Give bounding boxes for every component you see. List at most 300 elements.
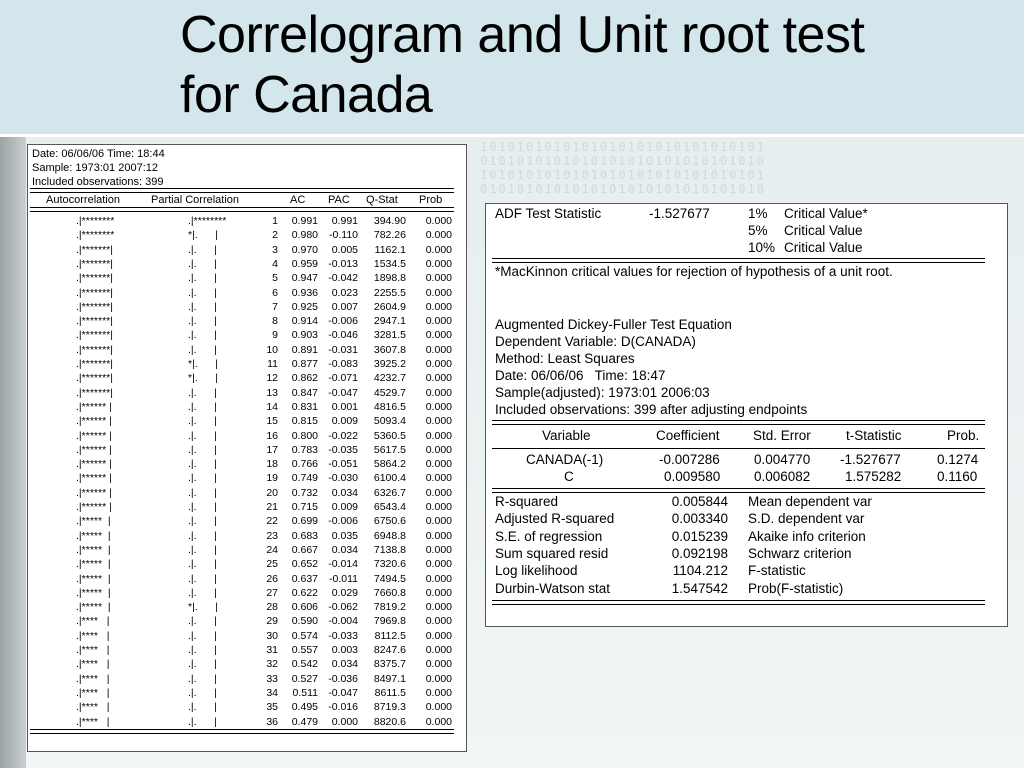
q-stat-value: 4232.7 [373, 372, 406, 385]
adf-rule-3 [492, 448, 985, 449]
col-prob: Prob. [947, 428, 980, 443]
ac-value: 0.667 [291, 543, 318, 556]
partial-correlation-bar: .|. | [188, 300, 217, 313]
pac-value: -0.011 [329, 572, 358, 585]
header-autocorrelation: Autocorrelation [46, 194, 120, 206]
q-stat-value: 7138.8 [373, 543, 406, 556]
prob-value: 0.000 [425, 629, 452, 642]
prob-value: 0.000 [425, 458, 452, 471]
ac-value: 0.766 [291, 458, 318, 471]
pac-value: -0.031 [328, 343, 358, 356]
row2-prob: 0.1160 [937, 469, 978, 484]
lag: 32 [266, 658, 278, 671]
prob-value: 0.000 [425, 272, 452, 285]
adf-sample: Sample(adjusted): 1973:01 2006:03 [495, 385, 710, 400]
pac-value: 0.001 [331, 400, 358, 413]
ac-value: 0.800 [291, 429, 318, 442]
col-std-error: Std. Error [753, 428, 811, 443]
ac-value: 0.527 [291, 672, 318, 685]
q-stat-value: 7660.8 [373, 586, 406, 599]
autocorrelation-bar: .|****** | [76, 486, 112, 499]
lag: 28 [266, 601, 278, 614]
autocorrelation-bar: .|**** | [76, 658, 110, 671]
stat-right-label: Schwarz criterion [748, 545, 852, 561]
lag: 33 [266, 672, 278, 685]
prob-value: 0.000 [425, 286, 452, 299]
prob-value: 0.000 [425, 315, 452, 328]
pac-value: -0.046 [328, 329, 358, 342]
stat-name: Sum squared resid [495, 545, 609, 561]
prob-value: 0.000 [425, 558, 452, 571]
q-stat-value: 5617.5 [373, 443, 406, 456]
ac-value: 0.925 [291, 300, 318, 313]
pac-value: 0.005 [331, 243, 358, 256]
prob-value: 0.000 [425, 529, 452, 542]
ac-value: 0.479 [291, 715, 318, 728]
q-stat-value: 2255.5 [373, 286, 406, 299]
partial-correlation-bar: .|. | [188, 243, 217, 256]
partial-correlation-bar: .|. | [188, 443, 217, 456]
autocorrelation-bar: .|***** | [76, 558, 111, 571]
ac-value: 0.847 [291, 386, 318, 399]
partial-correlation-bar: .|. | [188, 272, 217, 285]
partial-correlation-bar: .|. | [188, 329, 217, 342]
row2-variable: C [564, 469, 574, 484]
pac-value: 0.034 [331, 486, 358, 499]
correlogram-observations: Included observations: 399 [32, 176, 164, 188]
lag: 18 [266, 458, 278, 471]
correlogram-sample: Sample: 1973:01 2007:12 [32, 162, 158, 174]
header-top-rule [30, 188, 454, 193]
autocorrelation-bar: .|***** | [76, 543, 111, 556]
title-divider [0, 134, 1024, 137]
slide-title [180, 5, 1000, 125]
q-stat-value: 7494.5 [373, 572, 406, 585]
ac-value: 0.715 [291, 501, 318, 513]
adf-equation-title: Augmented Dickey-Fuller Test Equation [495, 317, 732, 332]
pac-value: 0.009 [331, 415, 358, 428]
crit-label-1: Critical Value* [784, 206, 868, 221]
autocorrelation-bar: .|**** | [76, 686, 110, 699]
q-stat-value: 1162.1 [374, 243, 406, 256]
adf-stat-value: -1.527677 [649, 206, 710, 221]
ac-value: 0.637 [291, 572, 318, 585]
prob-value: 0.000 [425, 615, 452, 628]
lag: 21 [266, 501, 278, 513]
prob-value: 0.000 [425, 501, 452, 513]
pac-value: -0.110 [329, 229, 358, 242]
prob-value: 0.000 [425, 372, 452, 385]
autocorrelation-bar: .|****** | [76, 443, 112, 456]
adf-rule-5 [492, 600, 985, 605]
stat-name: S.E. of regression [495, 528, 603, 544]
q-stat-value: 6100.4 [373, 472, 406, 485]
ac-value: 0.991 [291, 215, 318, 227]
lag: 2 [272, 229, 278, 242]
partial-correlation-bar: .|. | [188, 701, 217, 714]
prob-value: 0.000 [425, 715, 452, 728]
autocorrelation-bar: .|*******| [76, 300, 113, 313]
prob-value: 0.000 [425, 358, 452, 370]
row2-std-error: 0.006082 [754, 469, 811, 484]
lag: 11 [267, 358, 278, 370]
lag: 16 [266, 429, 278, 442]
prob-value: 0.000 [425, 343, 452, 356]
q-stat-value: 6750.6 [373, 515, 406, 528]
partial-correlation-bar: .|. | [188, 543, 217, 556]
autocorrelation-bar: .|***** | [76, 601, 111, 614]
partial-correlation-bar: .|. | [188, 429, 217, 442]
partial-correlation-bar: .|. | [188, 257, 217, 270]
prob-value: 0.000 [425, 543, 452, 556]
autocorrelation-bar: .|*******| [76, 286, 113, 299]
partial-correlation-bar: .|. | [188, 586, 217, 599]
stat-value: 0.015239 [671, 528, 728, 544]
autocorrelation-bar: .|*******| [76, 272, 113, 285]
autocorrelation-bar: .|**** | [76, 644, 110, 656]
prob-value: 0.000 [425, 486, 452, 499]
stat-name: Log likelihood [495, 563, 578, 579]
pac-value: -0.035 [328, 443, 358, 456]
pac-value: 0.003 [331, 644, 358, 656]
pac-value: -0.071 [328, 372, 358, 385]
lag: 36 [266, 715, 278, 728]
q-stat-value: 3281.5 [373, 329, 406, 342]
pac-value: -0.047 [328, 686, 358, 699]
pac-value: 0.023 [331, 286, 358, 299]
prob-value: 0.000 [425, 257, 452, 270]
partial-correlation-bar: .|. | [188, 644, 217, 656]
partial-correlation-bar: .|. | [188, 415, 217, 428]
autocorrelation-bar: .|******** [76, 215, 115, 227]
pac-value: -0.051 [328, 458, 358, 471]
q-stat-value: 8719.3 [373, 701, 406, 714]
lag: 30 [266, 629, 278, 642]
autocorrelation-bar: .|****** | [76, 415, 112, 428]
ac-value: 0.495 [291, 701, 318, 714]
autocorrelation-bar: .|**** | [76, 629, 110, 642]
left-decorative-shade [0, 137, 26, 768]
prob-value: 0.000 [425, 515, 452, 528]
prob-value: 0.000 [425, 415, 452, 428]
header-q-stat: Q-Stat [366, 194, 398, 206]
header-pac: PAC [328, 194, 350, 206]
q-stat-value: 8375.7 [373, 658, 406, 671]
q-stat-value: 2604.9 [373, 300, 406, 313]
pac-value: -0.047 [328, 386, 358, 399]
partial-correlation-bar: .|. | [188, 715, 217, 728]
stat-value: 0.092198 [671, 545, 728, 561]
pac-value: -0.033 [328, 629, 358, 642]
autocorrelation-bar: .|*******| [76, 257, 113, 270]
autocorrelation-bar: .|**** | [76, 615, 110, 628]
correlogram-panel [27, 144, 467, 752]
row1-t-statistic: -1.527677 [840, 452, 901, 467]
pac-value: -0.006 [328, 515, 358, 528]
lag: 27 [266, 586, 278, 599]
slide-title-line1: Correlogram and Unit root test [180, 6, 865, 64]
q-stat-value: 7969.8 [373, 615, 406, 628]
q-stat-value: 5864.2 [373, 458, 406, 471]
mackinnon-note: *MacKinnon critical values for rejection of hypothesis of a unit root. [495, 264, 893, 279]
pac-value: -0.022 [328, 429, 358, 442]
adf-rule-1 [492, 258, 985, 263]
pac-value: -0.013 [328, 257, 358, 270]
crit-pct-5: 5% [748, 223, 768, 238]
adf-stat-label: ADF Test Statistic [495, 206, 602, 221]
q-stat-value: 8497.1 [373, 672, 406, 685]
partial-correlation-bar: .|. | [188, 672, 217, 685]
lag: 20 [266, 486, 278, 499]
lag: 6 [272, 286, 278, 299]
pac-value: 0.000 [331, 715, 358, 728]
lag: 29 [266, 615, 278, 628]
ac-value: 0.511 [292, 686, 318, 699]
q-stat-value: 4529.7 [373, 386, 406, 399]
ac-value: 0.914 [291, 315, 318, 328]
q-stat-value: 8247.6 [373, 644, 406, 656]
prob-value: 0.000 [425, 701, 452, 714]
col-variable: Variable [542, 428, 591, 443]
ac-value: 0.970 [291, 243, 318, 256]
partial-correlation-bar: .|. | [188, 615, 217, 628]
ac-value: 0.606 [291, 601, 318, 614]
q-stat-value: 8611.5 [374, 686, 406, 699]
autocorrelation-bar: .|*******| [76, 358, 113, 370]
partial-correlation-bar: .|. | [188, 515, 217, 528]
q-stat-value: 6543.4 [373, 501, 406, 513]
stat-right-label: Akaike info criterion [748, 528, 866, 544]
pac-value: -0.006 [328, 315, 358, 328]
stat-name: R-squared [495, 494, 559, 509]
partial-correlation-bar: .|. | [188, 458, 217, 471]
partial-correlation-bar: *|. | [188, 372, 218, 385]
q-stat-value: 782.26 [373, 229, 406, 242]
partial-correlation-bar: .|. | [188, 386, 217, 399]
prob-value: 0.000 [425, 300, 452, 313]
pac-value: -0.014 [328, 558, 358, 571]
autocorrelation-bar: .|****** | [76, 458, 112, 471]
row1-variable: CANADA(-1) [526, 452, 604, 467]
header-prob: Prob [419, 194, 443, 206]
autocorrelation-bar: .|*******| [76, 243, 113, 256]
q-stat-value: 394.90 [373, 215, 406, 227]
ac-value: 0.542 [291, 658, 318, 671]
lag: 23 [266, 529, 278, 542]
adf-panel [485, 203, 1008, 627]
lag: 8 [272, 315, 278, 328]
autocorrelation-bar: .|*******| [76, 315, 113, 328]
q-stat-value: 5360.5 [373, 429, 406, 442]
partial-correlation-bar: .|. | [188, 658, 217, 671]
pac-value: -0.016 [328, 701, 358, 714]
ac-value: 0.815 [291, 415, 318, 428]
partial-correlation-bar: .|. | [188, 286, 217, 299]
autocorrelation-bar: .|**** | [76, 715, 110, 728]
q-stat-value: 4816.5 [373, 400, 406, 413]
autocorrelation-bar: .|**** | [76, 672, 110, 685]
lag: 35 [266, 701, 278, 714]
prob-value: 0.000 [425, 686, 452, 699]
partial-correlation-bar: .|. | [188, 558, 217, 571]
ac-value: 0.980 [291, 229, 318, 242]
pac-value: 0.007 [331, 300, 358, 313]
adf-rule-2 [492, 420, 985, 425]
pac-value: -0.036 [328, 672, 358, 685]
lag: 5 [272, 272, 278, 285]
lag: 25 [266, 558, 278, 571]
q-stat-value: 2947.1 [373, 315, 406, 328]
col-t-statistic: t-Statistic [846, 428, 902, 443]
ac-value: 0.574 [291, 629, 318, 642]
stat-value: 0.003340 [671, 511, 728, 527]
partial-correlation-bar: .|. | [188, 343, 217, 356]
partial-correlation-bar: .|. | [188, 686, 217, 699]
autocorrelation-bar: .|*******| [76, 386, 113, 399]
prob-value: 0.000 [425, 386, 452, 399]
stat-name: Adjusted R-squared [495, 511, 615, 527]
q-stat-value: 8820.6 [373, 715, 406, 728]
prob-value: 0.000 [425, 658, 452, 671]
dependent-variable: Dependent Variable: D(CANADA) [495, 334, 696, 349]
pac-value: 0.035 [331, 529, 358, 542]
crit-label-10: Critical Value [784, 240, 863, 255]
q-stat-value: 7819.2 [373, 601, 406, 614]
q-stat-value: 5093.4 [373, 415, 406, 428]
lag: 17 [266, 443, 278, 456]
partial-correlation-bar: .|. | [188, 400, 217, 413]
adf-observations: Included observations: 399 after adjusting endpoints [495, 402, 808, 417]
stat-right-label: Prob(F-statistic) [748, 580, 844, 596]
lag: 7 [272, 300, 278, 313]
autocorrelation-bar: .|***** | [76, 529, 111, 542]
lag: 4 [272, 257, 278, 270]
pac-value: 0.991 [331, 215, 358, 227]
lag: 26 [266, 572, 278, 585]
pac-value: 0.009 [331, 501, 358, 513]
prob-value: 0.000 [425, 329, 452, 342]
correlogram-date: Date: 06/06/06 Time: 18:44 [32, 148, 165, 160]
autocorrelation-bar: .|****** | [76, 429, 112, 442]
prob-value: 0.000 [425, 243, 452, 256]
table-bottom-rule [30, 729, 454, 734]
prob-value: 0.000 [425, 229, 452, 242]
row2-coefficient: 0.009580 [664, 469, 721, 484]
lag: 10 [266, 343, 278, 356]
ac-value: 0.622 [291, 586, 318, 599]
prob-value: 0.000 [425, 400, 452, 413]
ac-value: 0.652 [291, 558, 318, 571]
partial-correlation-bar: .|. | [188, 472, 217, 485]
lag: 12 [266, 372, 278, 385]
q-stat-value: 1534.5 [373, 257, 406, 270]
q-stat-value: 1898.8 [373, 272, 406, 285]
q-stat-value: 7320.6 [373, 558, 406, 571]
prob-value: 0.000 [425, 472, 452, 485]
q-stat-value: 6326.7 [373, 486, 406, 499]
partial-correlation-bar: *|. | [188, 601, 218, 614]
row2-t-statistic: 1.575282 [845, 469, 902, 484]
pac-value: 0.034 [331, 543, 358, 556]
ac-value: 0.557 [291, 644, 318, 656]
ac-value: 0.732 [291, 486, 318, 499]
lag: 15 [266, 415, 278, 428]
autocorrelation-bar: .|*******| [76, 343, 113, 356]
q-stat-value: 8112.5 [374, 629, 406, 642]
lag: 22 [266, 515, 278, 528]
ac-value: 0.959 [291, 257, 318, 270]
row1-coefficient: -0.007286 [659, 452, 720, 467]
ac-value: 0.783 [291, 443, 318, 456]
ac-value: 0.891 [291, 343, 318, 356]
partial-correlation-bar: .|. | [188, 486, 217, 499]
ac-value: 0.683 [291, 529, 318, 542]
partial-correlation-bar: .|. | [188, 501, 217, 513]
partial-correlation-bar: *|. | [188, 358, 218, 370]
pac-value: -0.062 [328, 601, 358, 614]
crit-label-5: Critical Value [784, 223, 863, 238]
lag: 13 [266, 386, 278, 399]
partial-correlation-bar: .|. | [188, 572, 217, 585]
prob-value: 0.000 [425, 443, 452, 456]
row1-prob: 0.1274 [937, 452, 979, 467]
crit-pct-10: 10% [748, 240, 776, 255]
binary-decoration: 1010101010101010101010101010101 0101010101010101010101010101010 1010101010101010101010101010101 0101010101010101010101010101010 [480, 140, 766, 196]
lag: 34 [266, 686, 278, 699]
correlogram-meta [32, 147, 165, 189]
ac-value: 0.590 [291, 615, 318, 628]
partial-correlation-bar: .|. | [188, 315, 217, 328]
header-ac: AC [290, 194, 306, 206]
ac-value: 0.947 [291, 272, 318, 285]
q-stat-value: 6948.8 [373, 529, 406, 542]
autocorrelation-bar: .|****** | [76, 400, 112, 413]
q-stat-value: 3607.8 [373, 343, 406, 356]
autocorrelation-bar: .|***** | [76, 572, 111, 585]
crit-pct-1: 1% [748, 206, 768, 221]
prob-value: 0.000 [425, 601, 452, 614]
stat-value: 1.547542 [671, 580, 728, 596]
stat-name: Durbin-Watson stat [495, 580, 611, 596]
prob-value: 0.000 [425, 586, 452, 599]
lag: 24 [266, 543, 278, 556]
ac-value: 0.862 [291, 372, 318, 385]
lag: 3 [272, 243, 278, 256]
lag: 1 [272, 215, 278, 227]
ac-value: 0.877 [291, 358, 318, 370]
ac-value: 0.831 [291, 400, 318, 413]
ac-value: 0.936 [291, 286, 318, 299]
lag: 9 [272, 329, 278, 342]
ac-value: 0.699 [291, 515, 318, 528]
prob-value: 0.000 [425, 429, 452, 442]
ac-value: 0.903 [291, 329, 318, 342]
stat-value: 0.005844 [671, 494, 728, 509]
prob-value: 0.000 [425, 572, 452, 585]
partial-correlation-bar: .|. | [188, 629, 217, 642]
prob-value: 0.000 [425, 215, 452, 227]
q-stat-value: 3925.2 [373, 358, 406, 370]
autocorrelation-bar: .|****** | [76, 501, 112, 513]
autocorrelation-bar: .|***** | [76, 586, 111, 599]
lag: 31 [266, 644, 278, 656]
method: Method: Least Squares [495, 351, 635, 366]
adf-date: Date: 06/06/06 Time: 18:47 [495, 368, 666, 383]
lag: 19 [266, 472, 278, 485]
stat-right-label: Mean dependent var [748, 494, 872, 509]
slide-title-line2: for Canada [180, 66, 433, 124]
stat-right-label: F-statistic [748, 563, 806, 579]
